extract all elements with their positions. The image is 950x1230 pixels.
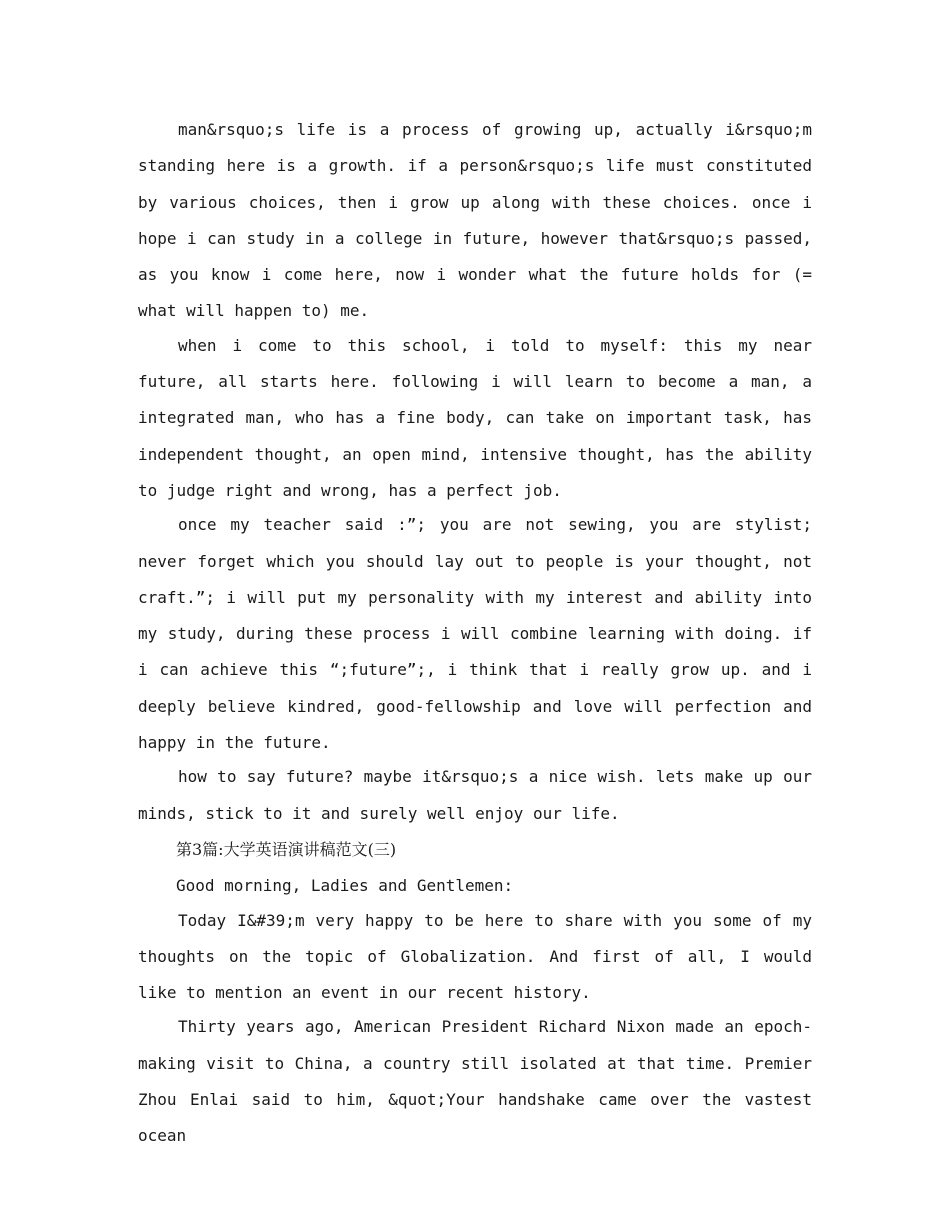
section-heading: 第3篇:大学英语演讲稿范文(三) — [176, 839, 397, 859]
paragraph-5: Today I&#39;m very happy to be here to share with you some of my thoughts on the topic of Globalization. And first of all, I would like to mention an event in our recent history. — [138, 910, 812, 1003]
paragraph-1: man&rsquo;s life is a process of growing up, actually i&rsquo;m standing here is a growth. if a person&rsquo;s life must constituted by various choices, then i grow up along with these choices. once i hope i can study in a college in future, however that&rsquo;s passed, as you know i come here, now i wonder what the future holds for (= what will happen to) me. — [138, 120, 812, 321]
paragraph-4: how to say future? maybe it&rsquo;s a nice wish. lets make up our minds, stick to it and surely well enjoy our life. — [138, 767, 812, 823]
paragraph-6: Thirty years ago, American President Richard Nixon made an epoch-making visit to China, a country still isolated at that time. Premier Zhou Enlai said to him, &quot;Your handshake came over the vastest ocean — [138, 1017, 812, 1146]
greeting-line: Good morning, Ladies and Gentlemen: — [176, 876, 514, 896]
document-page — [138, 112, 812, 1155]
paragraph-3: once my teacher said :”; you are not sewing, you are stylist; never forget which you should lay out to people is your thought, not craft.”; i will put my personality with my interest and ability into my study, during these process i will combine learning with doing. if i can achieve this “;future”;, i think that i really grow up. and i deeply believe kindred, good-fellowship and love will perfection and happy in the future. — [138, 515, 812, 753]
paragraph-2: when i come to this school, i told to myself: this my near future, all starts here. following i will learn to become a man, a integrated man, who has a fine body, can take on important task, has independent thought, an open mind, intensive thought, has the ability to judge right and wrong, has a perfect job. — [138, 335, 812, 500]
